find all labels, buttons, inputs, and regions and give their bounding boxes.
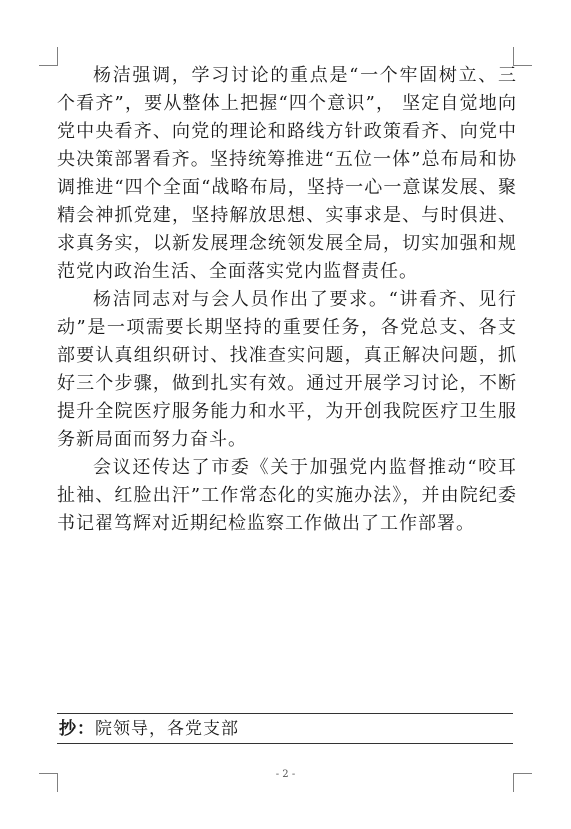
paragraph-3: 会议还传达了市委《关于加强党内监督推动“咬耳扯袖、红脸出汗”工作常态化的实施办法》，并由院纪委书记翟笃辉对近期纪检监察工作做出了工作部署。 xyxy=(57,457,517,534)
document-body xyxy=(57,62,517,538)
crop-mark-top-left xyxy=(39,47,58,66)
cc-divider-top xyxy=(57,713,513,714)
paragraph-2: 杨洁同志对与会人员作出了要求。“讲看齐、见行动”是一项需要长期坚持的重要任务，各党总支、各支部要认真组织研讨、找准查实问题，真正解决问题，抓好三个步骤，做到扎实有效。通过开展学习讨论，不断提升全院医疗服务能力和水平，为开创我院医疗卫生服务新局面而努力奋斗。 xyxy=(57,289,517,450)
cc-divider-bottom xyxy=(57,743,513,744)
page-number: - 2 - xyxy=(275,769,296,780)
cc-label: 抄： xyxy=(59,719,95,739)
paragraph-1: 杨洁强调，学习讨论的重点是“一个牢固树立、三个看齐”，要从整体上把握“四个意识”， 坚定自觉地向党中央看齐、向党的理论和路线方针政策看齐、向党中央决策部署看齐。坚持统筹推进“五位一体”总布局和协调推进“四个全面“战略布局，坚持一心一意谋发展、聚精会神抓党建，坚持解放思想、实事求是、与时俱进、求真务实，以新发展理念统领发展全局，切实加强和规范党内政治生活、全面落实党内监督责任。 xyxy=(57,65,517,282)
cc-line xyxy=(59,717,239,741)
cc-recipients: 院领导，各党支部 xyxy=(95,719,239,739)
